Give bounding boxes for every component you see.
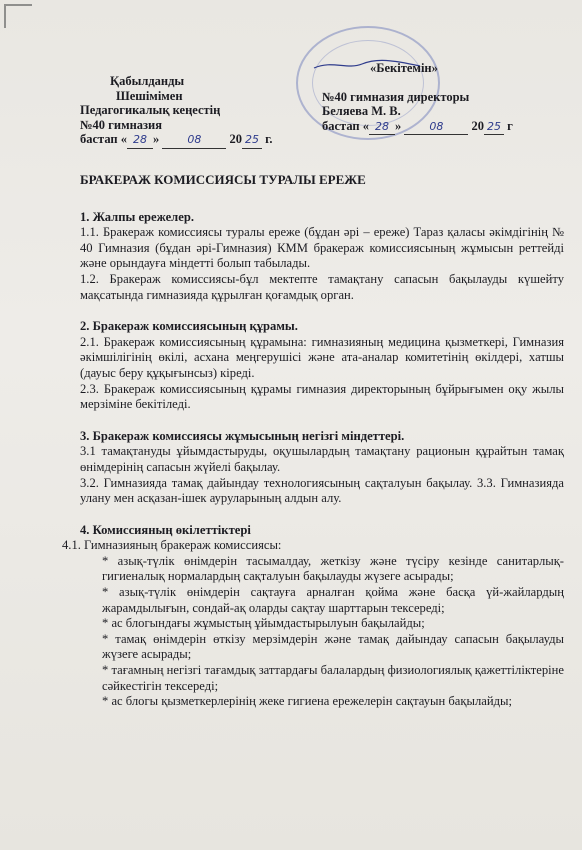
subsection-heading: 4.1. Гимназияның бракераж комиссиясы:	[62, 538, 282, 553]
header-accepted	[80, 74, 295, 149]
list-item: * азық-түлік өнімдерін тасымалдау, жеткізу және түсіру кезінде санитарлық-гигиеналық нормалардың сақталуын бақылауды жүзеге асырады;	[102, 553, 564, 584]
corner-mark	[4, 4, 32, 28]
approved-label: «Бекітемін»	[370, 61, 438, 75]
list-item: * ас блогы қызметкерлерінің жеке гигиена ережелерін сақтауын бақылайды;	[102, 694, 512, 709]
section-heading: 2. Бракераж комиссиясының құрамы.	[80, 319, 298, 334]
paragraph: 3.2. Гимназияда тамақ дайындау технологиясының сақталуын бақылау. 3.3. Гимназияда улану мен асқазан-ішек ауруларының алдын алу.	[80, 475, 564, 506]
accepted-label: Қабылданды	[110, 74, 185, 88]
date-month: 08	[429, 119, 444, 133]
date-day: 28	[375, 119, 390, 133]
director-label: №40 гимназия директоры	[322, 89, 470, 104]
paragraph: 2.3. Бракераж комиссиясының құрамы гимназия директорының бұйрығымен оқу жылы мерзіміне бекітіледі.	[80, 381, 564, 412]
date-year: 25	[487, 119, 502, 133]
section-heading: 1. Жалпы ережелер.	[80, 209, 194, 224]
section-heading: 4. Комиссияның өкілеттіктері	[80, 522, 251, 537]
section-heading: 3. Бракераж комиссиясы жұмысының негізгі міндеттері.	[80, 428, 405, 443]
list-item: * ас блогындағы жұмыстың ұйымдастырылуын бақылайды;	[102, 616, 425, 631]
list-item: * тамақ өнімдерін өткізу мерзімдерін және тамақ дайындау сапасын бақылауды жүзеге асырады;	[102, 631, 564, 662]
council-label: Педагогикалық кеңестің	[80, 103, 221, 117]
section-1	[80, 210, 564, 304]
paragraph: 2.1. Бракераж комиссиясының құрамына: гимназияның медицина қызметкері, Гимназия әкімшілігінің өкілі, асхана меңгерушісі және ата-аналар комитетінің өкілдері, хатшы (дауыс беру құқығынсыз) кіреді.	[80, 334, 564, 380]
paragraph: 1.1. Бракераж комиссиясы туралы ереже (бұдан әрі – ереже) Тараз қаласы әкімдігінің № 40 Гимназия (бұдан әрі-Гимназия) КММ бракераж комиссиясының жұмысын реттейді және орындауға міндетті болып табылады.	[80, 225, 564, 271]
section-3	[80, 429, 564, 507]
date-year: 25	[245, 133, 260, 146]
school-label: №40 гимназия	[80, 117, 163, 132]
decision-label: Шешімімен	[116, 88, 183, 103]
document-body	[62, 172, 564, 710]
paragraph: 3.1 тамақтануды ұйымдастыруды, оқушылардың тамақтану рационын құрайтын тамақ өнімдерінің сапасын жүйелі бақылау.	[80, 444, 564, 474]
paragraph: 1.2. Бракераж комиссиясы-бұл мектепте тамақтану сапасын бақылауды күшейту мақсатында гимназияда құрылған қоғамдық орган.	[80, 271, 564, 302]
director-name: Беляева М. В.	[322, 104, 401, 118]
header-approved	[322, 61, 572, 135]
date-month: 08	[187, 133, 202, 146]
accepted-date: бастап « 28 » 08 20 25 г.	[80, 132, 295, 149]
list-item: * тағамның негізгі тағамдық заттардағы балалардың физиологиялық қажеттіліктеріне сәйкестігін тексереді;	[102, 663, 564, 693]
document-title: БРАКЕРАЖ КОМИССИЯСЫ ТУРАЛЫ ЕРЕЖЕ	[80, 172, 366, 187]
powers-list	[102, 554, 564, 710]
section-2	[80, 319, 564, 413]
date-day: 28	[133, 133, 148, 146]
approved-date: бастап « 28 » 08 20 25 г	[322, 119, 572, 136]
section-4	[62, 522, 564, 710]
list-item: * азық-түлік өнімдерін сақтауға арналған қойма және басқа үй-жайлардың жарамдылығын, сондай-ақ оларды сақтау шарттарын тексереді;	[102, 585, 564, 615]
